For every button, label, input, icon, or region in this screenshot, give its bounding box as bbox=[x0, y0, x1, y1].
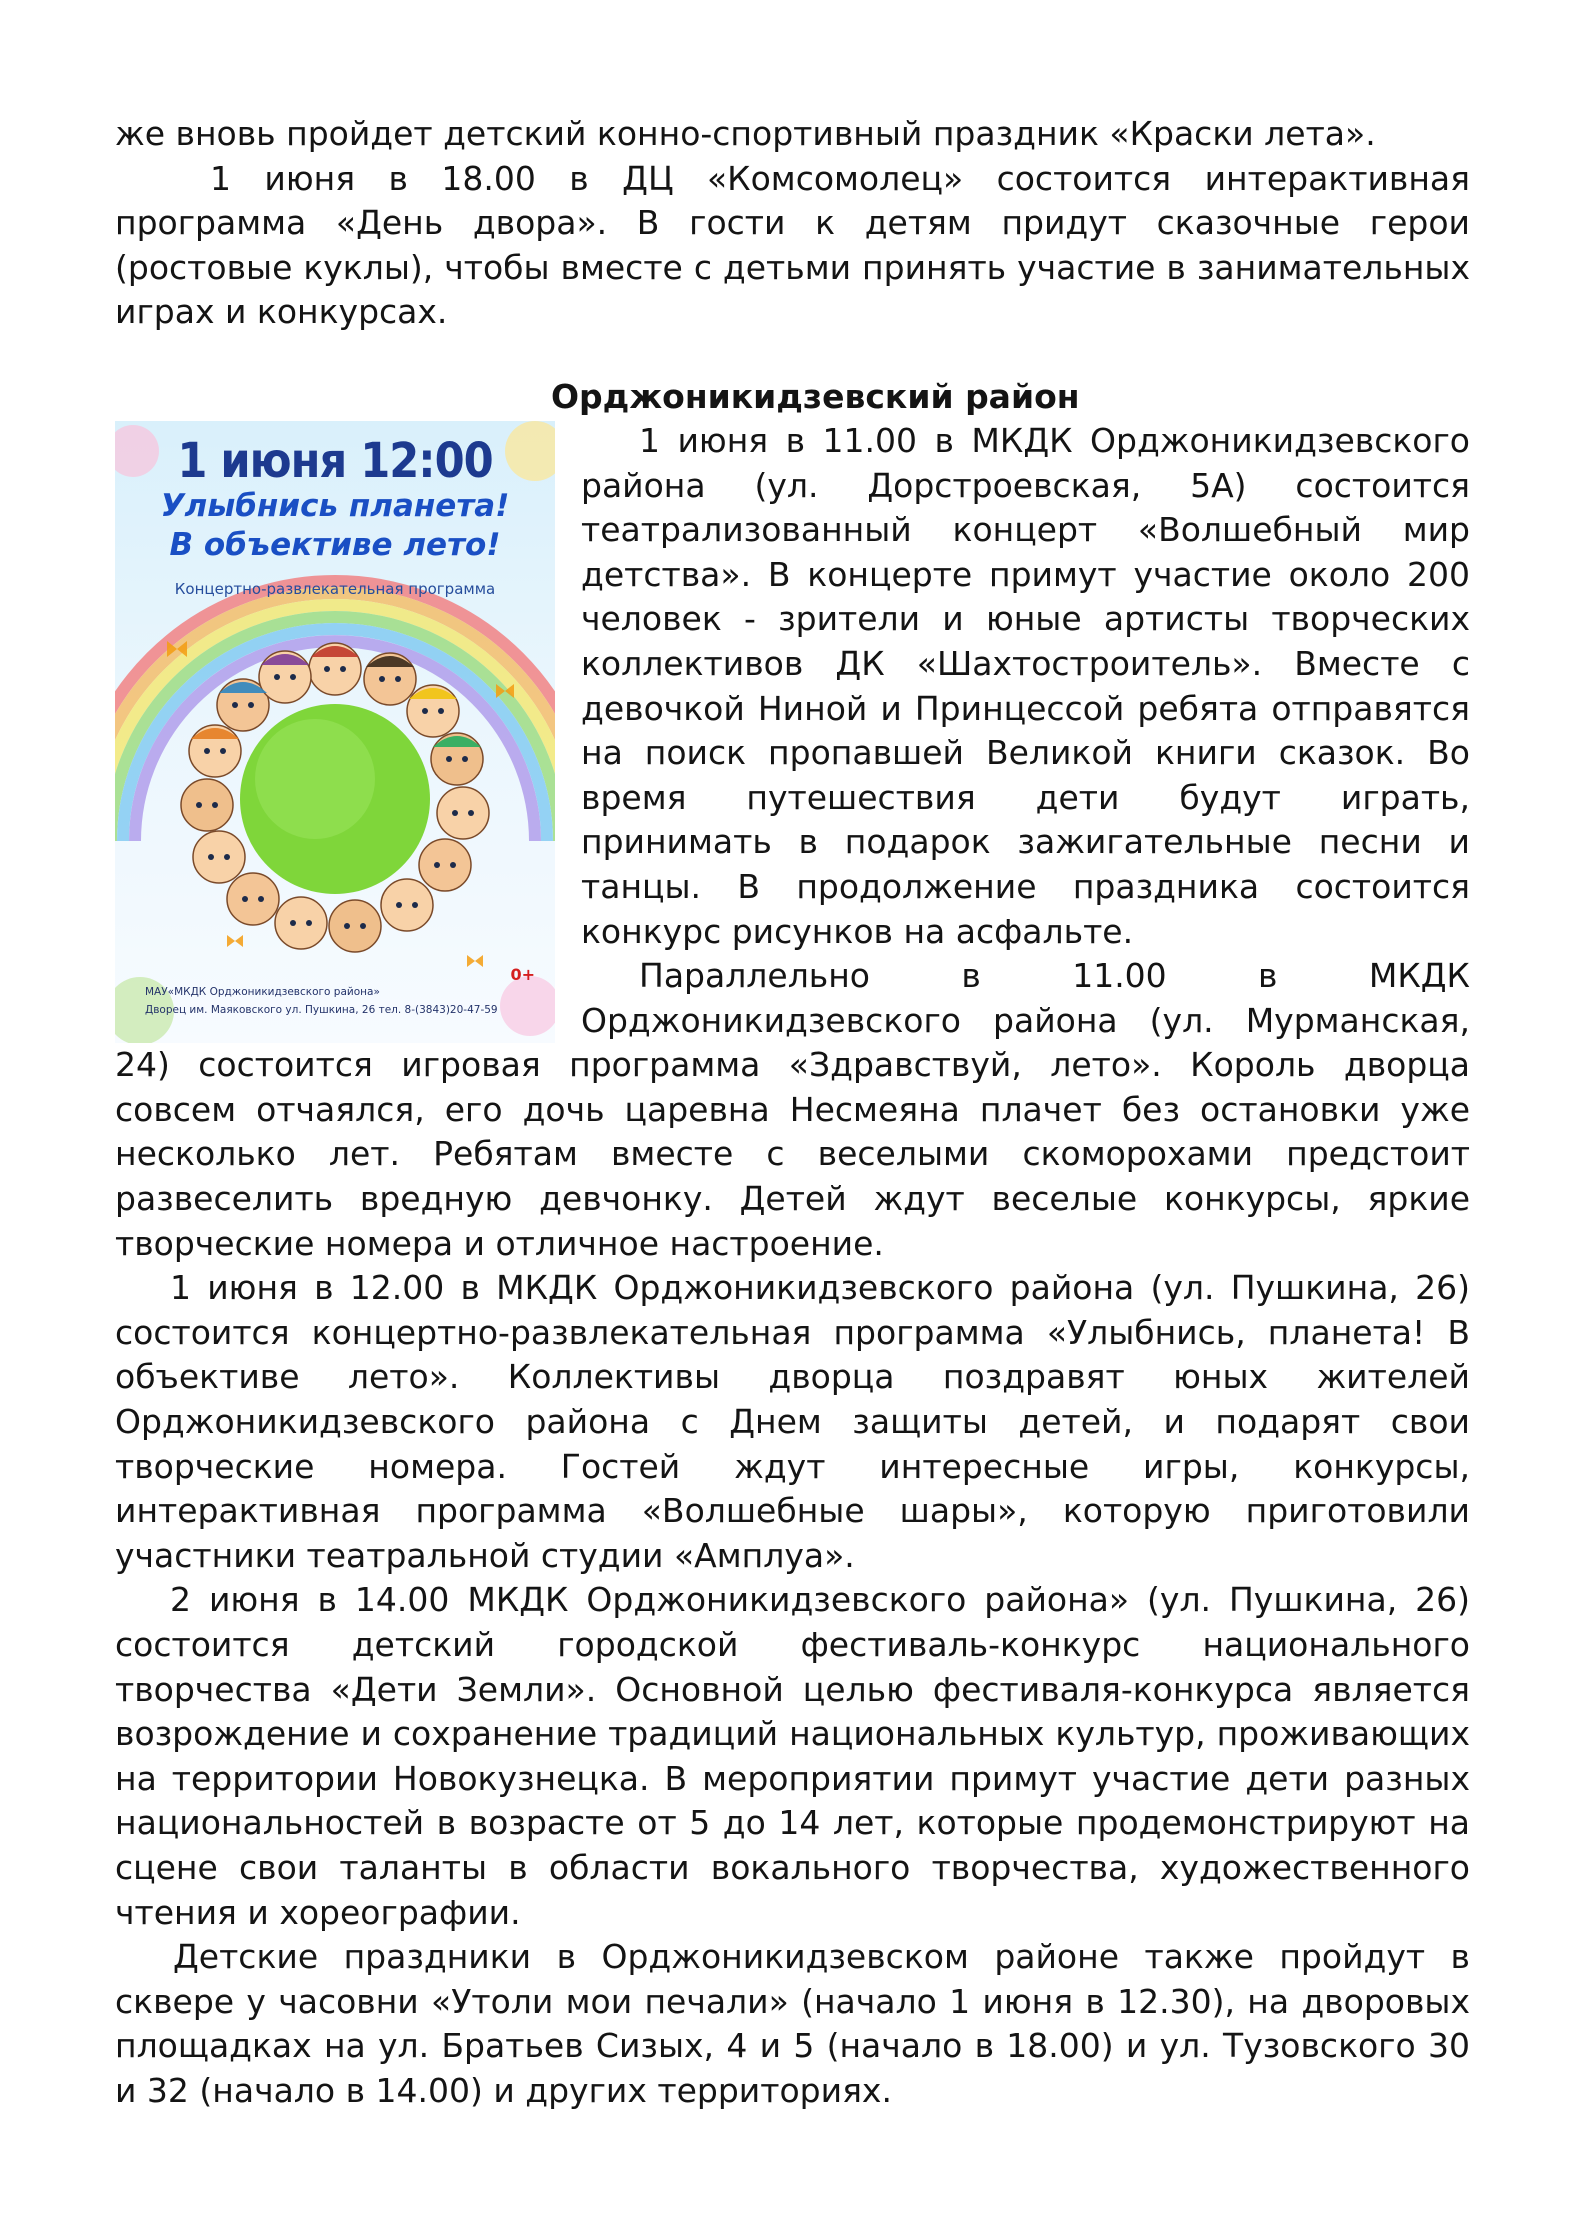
paragraph-smile-planet: 1 июня в 12.00 в МКДК Орджоникидзевского района (ул. Пушкина, 26) состоится концертно-развлекательная программа «Улыбнись, планета! В объективе лето». Коллективы дворца поздравят юных жителей Орджоникидзевского района с Днем защиты детей, и подарят свои творческие номера. Гостей ждут интересные игры, конкурсы, интерактивная программа «Волшебные шары», которую приготовили участники театральной студии «Амплуа». bbox=[115, 1268, 1470, 1575]
poster-org-line2: Дворец им. Маяковского ул. Пушкина, 26 тел. 8-(3843)20-47-59 bbox=[145, 1003, 498, 1016]
poster-title-line2: В объективе лето! bbox=[169, 526, 501, 563]
paragraph-other-holidays: Детские праздники в Орджоникидзевском районе также пройдут в сквере у часовни «Утоли мои печали» (начало 1 июня в 12.30), на дворовых площадках на ул. Братьев Сизых, 4 и 5 (начало в 18.00) и ул. Тузовского 30 и 32 (начало в 14.00) и других территориях. bbox=[115, 1937, 1470, 2110]
paragraph-magic-world: 1 июня в 11.00 в МКДК Орджоникидзевского района (ул. Дорстроевская, 5А) состоится театрализованный концерт «Волшебный мир детства». В концерте примут участие около 200 человек - зрители и юные артисты творческих коллективов ДК «Шахтостроитель». Вместе с девочкой Ниной и Принцессой ребята отправятся на поиск пропавшей Великой книги сказок. Во время путешествия дети будут играть, принимать в подарок зажигательные песни и танцы. В продолжение праздника состоится конкурс рисунков на асфальте. bbox=[581, 420, 1470, 951]
poster-org-line1: МАУ«МКДК Орджоникидзевского района» bbox=[145, 985, 380, 998]
poster-subtitle: Концертно-развлекательная программа bbox=[174, 579, 496, 598]
poster-age-rating: 0+ bbox=[510, 964, 535, 984]
poster-organizer bbox=[145, 983, 498, 1019]
paragraph-komsomolets: 1 июня в 18.00 в ДЦ «Комсомолец» состоится интерактивная программа «День двора». В гости к детям придут сказочные герои (ростовые куклы), чтобы вместе с детьми принять участие в занимательных играх и конкурсах. bbox=[115, 158, 1470, 332]
event-poster-image bbox=[115, 421, 555, 1043]
document-page bbox=[115, 112, 1470, 2114]
paragraph-children-of-earth: 2 июня в 14.00 МКДК Орджоникидзевского района» (ул. Пушкина, 26) состоится детский городской фестиваль-конкурс национального творчества «Дети Земли». Основной целью фестиваля-конкурса является возрождение и сохранение традиций национальных культур, проживающих на территории Новокузнецка. В мероприятии примут участие дети разных национальностей в возрасте от 5 до 14 лет, которые продемонстрируют на сцене свои таланты в области вокального творчества, художественного чтения и хореографии. bbox=[115, 1580, 1470, 1932]
paragraph-hello-summer: Параллельно в 11.00 в МКДК Орджоникидзевского района (ул. Мурманская, 24) состоится игровая программа «Здравствуй, лето». Король дворца совсем отчаялся, его дочь царевна Несмеяна плачет без остановки уже несколько лет. Ребятам вместе с веселыми скоморохами предстоит развеселить вредную девчонку. Детей ждут веселые конкурсы, яркие творческие номера и отличное настроение. bbox=[115, 956, 1470, 1263]
poster-title-line1: Улыбнись планета! bbox=[160, 487, 510, 524]
poster-date: 1 июня 12:00 bbox=[177, 432, 493, 489]
section-heading: Орджоникидзевский район bbox=[551, 376, 1080, 416]
paragraph-continuation: же вновь пройдет детский конно-спортивный праздник «Краски лета». bbox=[115, 114, 1376, 153]
